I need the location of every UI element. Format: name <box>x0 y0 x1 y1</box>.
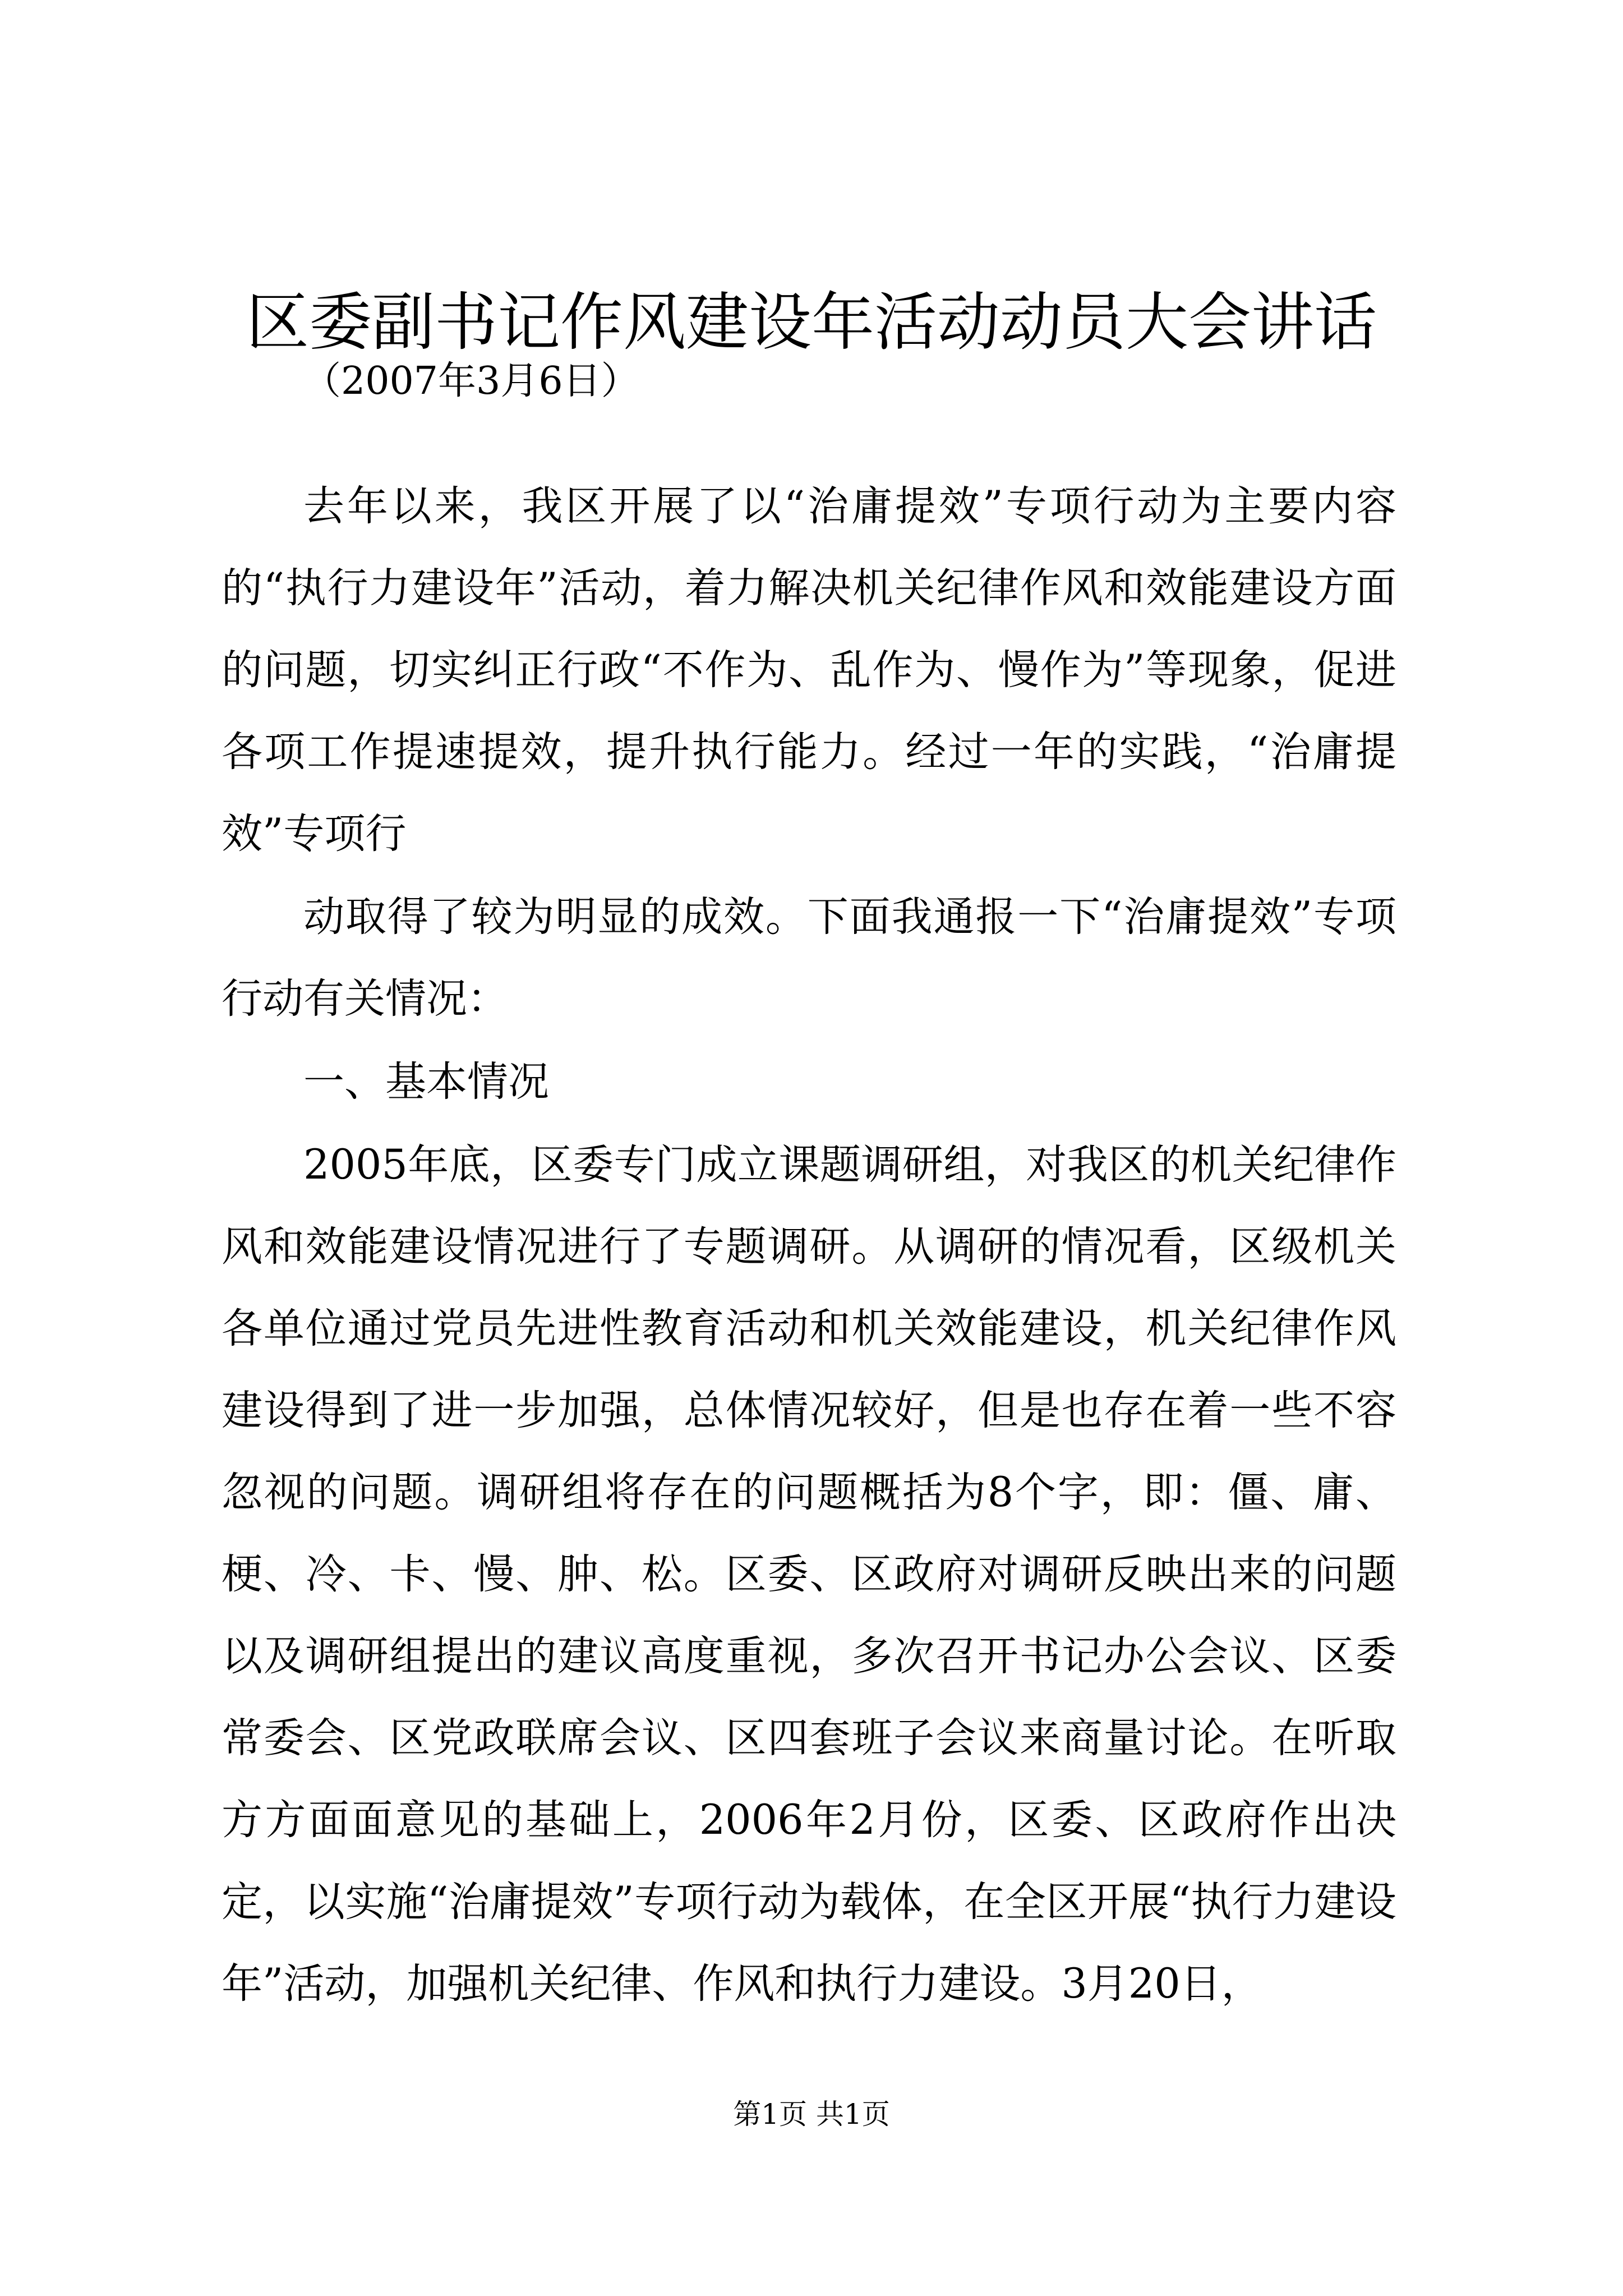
section-heading-basic-situation: 一、基本情况 <box>303 1058 549 1106</box>
page-footer: 第1页 共1页 <box>733 2098 890 2131</box>
paragraph-results: 动取得了较为明显的成效。下面我通报一下“治庸提效”专项行动有关情况： <box>222 893 1396 1023</box>
paragraph-background: 2005年底，区委专门成立课题调研组，对我区的机关纪律作风和效能建设情况进行了专题调研。从调研的情况看，区级机关各单位通过党员先进性教育活动和机关效能建设，机关纪律作风建设得到了进一步加强，总体情况较好，但是也存在着一些不容忽视的问题。调研组将存在的问题概括为8个字，即：僵、庸、梗、冷、卡、慢、肿、松。区委、区政府对调研反映出来的问题以及调研组提出的建议高度重视，多次召开书记办公会议、区委常委会、区党政联席会议、区四套班子会议来商量讨论。在听取方方面面意见的基础上，2006年2月份，区委、区政府作出决定，以实施“治庸提效”专项行动为载体，在全区开展“执行力建设年”活动，加强机关纪律、作风和执行力建设。3月20日， <box>222 1141 1396 2008</box>
speech-date: （2007年3月6日） <box>303 359 639 403</box>
document-body <box>222 466 1396 2026</box>
document-title: 区委副书记作风建设年活动动员大会讲话 <box>246 286 1377 359</box>
paragraph-intro: 去年以来，我区开展了以“治庸提效”专项行动为主要内容的“执行力建设年”活动，着力解决机关纪律作风和效能建设方面的问题，切实纠正行政“不作为、乱作为、慢作为”等现象，促进各项工作提速提效，提升执行能力。经过一年的实践，“治庸提效”专项行 <box>222 482 1396 858</box>
